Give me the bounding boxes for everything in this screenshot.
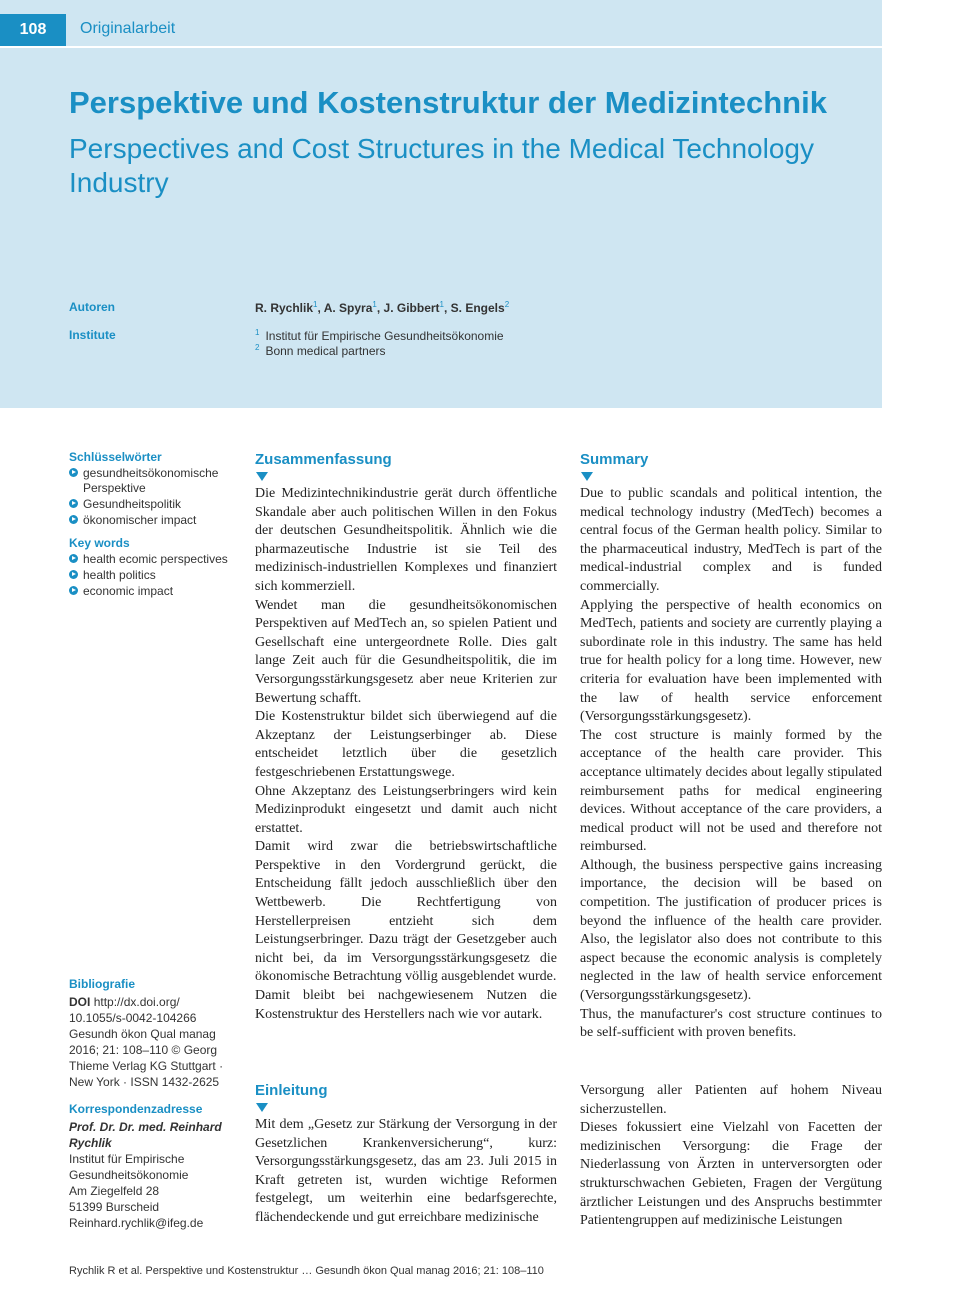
- author-name: J. Gibbert: [383, 301, 440, 315]
- author-affiliation-mark: 1: [313, 300, 318, 309]
- title-english: Perspectives and Cost Structures in the Medical Technology Industry: [69, 133, 814, 198]
- paragraph: Ohne Akzeptanz des Leistungserbringers wird kein Medizinprodukt eingesetzt und damit auch nicht erstattet.: [255, 783, 557, 836]
- zusammenfassung-section: [255, 451, 557, 1024]
- page-footer: Rychlik R et al. Perspektive und Kostenstruktur … Gesundh ökon Qual manag 2016; 21: 108–110: [69, 1265, 544, 1277]
- summary-section: [580, 451, 882, 1043]
- zusammenfassung-heading: Zusammenfassung: [255, 451, 392, 468]
- correspondence-heading: Korrespondenzadresse: [69, 1102, 203, 1116]
- correspondence-email[interactable]: Reinhard.rychlik@ifeg.de: [69, 1216, 204, 1230]
- keyword-text: Gesundheitspolitik: [83, 497, 182, 511]
- keyword-text: health ecomic perspectives: [83, 552, 228, 566]
- institute-name: Bonn medical partners: [265, 344, 386, 358]
- institute-mark: 1: [255, 328, 260, 337]
- paragraph: Damit bleibt bei nachgewiesenem Nutzen die Kostenstruktur des Herstellers nach wie vor autark.: [255, 988, 557, 1022]
- author-affiliation-mark: 2: [504, 300, 510, 309]
- paragraph: The cost structure is mainly formed by the acceptance of the health care provider. This acceptance ultimately decides about legally stipulated reimbursement paths for medical engineering devices. Without acceptance of the care providers, a medical product will not be used and therefore not reimbursed.: [580, 727, 882, 855]
- institute-item: [255, 343, 386, 358]
- arrow-bullet-icon: [69, 515, 78, 524]
- arrow-bullet-icon: [69, 554, 78, 563]
- keywords-de-list: [69, 466, 239, 528]
- summary-heading: Summary: [580, 451, 649, 468]
- keywords-de-heading: Schlüsselwörter: [69, 450, 162, 464]
- paragraph: Mit dem „Gesetz zur Stärkung der Versorgung in der Gesetzlichen Krankenversicherung“, kurz: Versorgungsstärkungsgesetz, das am 23. Juli 2015 in Kraft getreten ist, wurden wichtige Reformen festgelegt, um weiterhin eine bedarfsgerechte, flächendeckende und gut erreichbare medizinische: [255, 1117, 557, 1225]
- paragraph: Damit wird zwar die betriebswirtschaftliche Perspektive in den Vordergrund gerückt, die Entscheidung fällt jedoch ausschließlich über den Wettbewerb. Die Rechtfertigung von Herstellerpreisen entzieht sich dem Leistungserbringer. Dazu trägt der Gesetzgeber auch nicht bei, da im Versorgungsstärkungsgesetz die ökonomische Betrachtung völlig ausgeblendet wurde.: [255, 839, 557, 985]
- paragraph: Die Medizintechnikindustrie gerät durch öffentliche Skandale aber auch politischen Willen in den Fokus der deutschen Gesundheitspolitik. Ähnlich wie die pharmazeutische Industrie ist sie Teil des medizinisch-industriellen Komplexes und finanziert sich kommerziell.: [255, 486, 557, 594]
- triangle-marker-icon: [256, 472, 268, 481]
- institute-item: [255, 328, 504, 343]
- keyword-item: [69, 584, 239, 599]
- keyword-item: [69, 466, 239, 496]
- doi-label: DOI: [69, 995, 91, 1009]
- paragraph: Dieses fokussiert eine Vielzahl von Facetten der medizinischen Versorgung: die Frage der Niederlassung von Ärzten in unterversorgten oder strukturschwachen Gebieten, Fragen der Vergütung ärztlicher Leistungen und des Anspruchs bestimmter Patientengruppen auf medizinische Leistungen: [580, 1120, 882, 1229]
- bibliography-details: http://dx.doi.org/ 10.1055/s-0042-104266 Gesundh ökon Qual manag 2016; 21: 108–110 © Georg Thieme Verlag KG Stuttgart · New York · ISSN 1432-2625: [69, 995, 224, 1089]
- correspondence-line: 51399 Burscheid: [69, 1200, 160, 1214]
- arrow-bullet-icon: [69, 499, 78, 508]
- author-affiliation-mark: 1: [372, 300, 377, 309]
- keyword-text: economic impact: [83, 584, 174, 598]
- bibliography-heading: Bibliografie: [69, 977, 136, 991]
- correspondence-name: Prof. Dr. Dr. med. Reinhard Rychlik: [69, 1120, 222, 1150]
- keywords-en-heading: Key words: [69, 536, 130, 550]
- institute-name: Institut für Empirische Gesundheitsökonomie: [265, 329, 504, 343]
- keyword-text: health politics: [83, 568, 156, 582]
- author-affiliation-mark: 1: [439, 300, 444, 309]
- triangle-marker-icon: [581, 472, 593, 481]
- arrow-bullet-icon: [69, 586, 78, 595]
- triangle-marker-icon: [256, 1103, 268, 1112]
- authors-label: Autoren: [69, 300, 115, 314]
- arrow-bullet-icon: [69, 570, 78, 579]
- arrow-bullet-icon: [69, 468, 78, 477]
- author-name: R. Rychlik: [255, 301, 314, 315]
- keyword-item: [69, 568, 239, 583]
- paragraph: Thus, the manufacturer's cost structure continues to be self-sufficient with proven benefits.: [580, 1006, 882, 1041]
- bibliography-text: [69, 994, 239, 1090]
- title-banner: [0, 0, 882, 408]
- einleitung-continued: [580, 1082, 882, 1231]
- keywords-sidebar: [69, 450, 239, 607]
- header-rule: [0, 46, 882, 48]
- section-label: Originalarbeit: [80, 20, 176, 37]
- bibliography-block: [69, 976, 239, 1090]
- page-number: 108: [0, 14, 66, 46]
- keyword-text: ökonomischer impact: [83, 513, 197, 527]
- einleitung-section: [255, 1082, 557, 1228]
- keyword-text: gesundheitsökonomische Perspektive: [83, 466, 219, 495]
- correspondence-line: Am Ziegelfeld 28: [69, 1184, 160, 1198]
- institute-mark: 2: [255, 343, 260, 352]
- paragraph: Applying the perspective of health economics on MedTech, patients and society are currently playing a subordinate role in this industry. The same has held true for health policy for a long time. However, new criteria for evaluation have been implemented with the law of health service enforcement (Versorgungsstärkungsgesetz).: [580, 597, 882, 725]
- paragraph: Due to public scandals and political intention, the medical technology industry (MedTech) becomes a central focus of the German health policy. Similar to the pharmaceutical industry, MedTech is part of the medical-industrial complex and is funded commercially.: [580, 486, 882, 594]
- title-german: Perspektive und Kostenstruktur der Medizintechnik: [69, 85, 827, 120]
- paragraph: Die Kostenstruktur bildet sich überwiegend auf die Akzeptanz der Leistungserbinger ab. Diese entscheidet letztlich über die gesetzlich festgeschriebenen Erstattungswege.: [255, 709, 557, 780]
- keyword-item: [69, 497, 239, 512]
- author-name: A. Spyra: [323, 301, 373, 315]
- paragraph: Versorgung aller Patienten auf hohem Niveau sicherzustellen.: [580, 1083, 882, 1117]
- correspondence-line: Institut für Empirische Gesundheitsökonomie: [69, 1152, 189, 1182]
- author-name: S. Engels: [450, 301, 505, 315]
- paragraph: Wendet man die gesundheitsökonomischen Perspektiven auf MedTech an, so spielen Patient und Gesellschaft eine untergeordnete Rolle. Dies galt lange Zeit auch für die Gesundheitspolitik, die im Versorgungsstärkungsgesetz aber neue Kriterien zur Bewertung schafft.: [255, 597, 557, 706]
- einleitung-heading: Einleitung: [255, 1082, 328, 1099]
- keywords-en-list: [69, 552, 239, 599]
- correspondence-block: [69, 1101, 239, 1231]
- paragraph: Although, the business perspective gains increasing importance, the decision will be based on competition. The justification of producer prices is beyond the influence of the health care provider. Also, the legislator also does not contribute to this aspect because the economic analysis is completely neglected in the law of health service enforcement (Versorgungsstärkungsgesetz).: [580, 857, 882, 1004]
- institutes-label: Institute: [69, 328, 116, 342]
- keyword-item: [69, 552, 239, 567]
- keyword-item: [69, 513, 239, 528]
- author-list: R. Rychlik$^1$, A. Spyra$^1$, J. Gibbert$^1$, S. Engels$^2$: [255, 300, 510, 315]
